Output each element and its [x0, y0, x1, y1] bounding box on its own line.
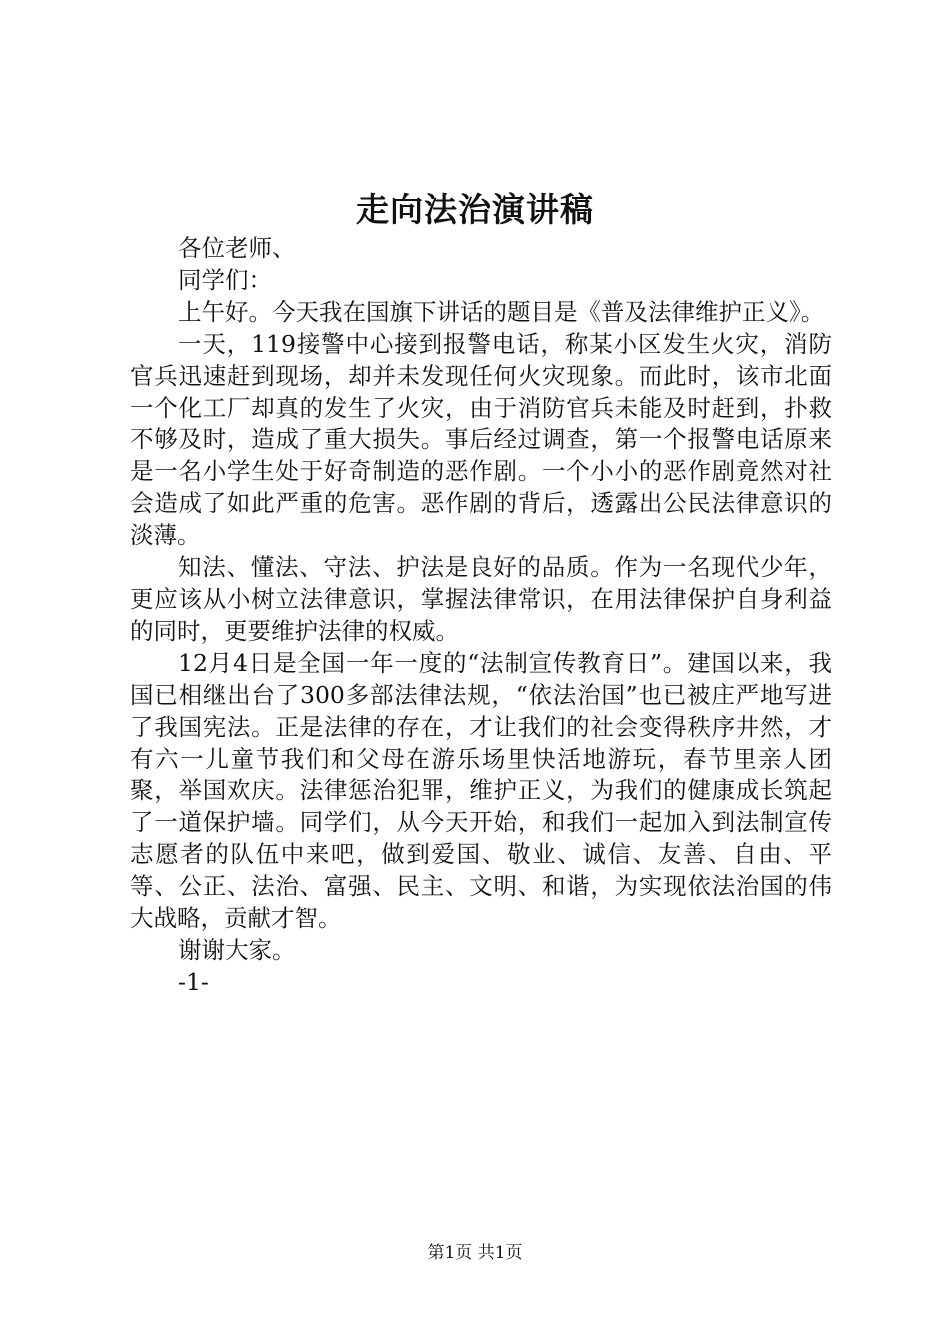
salutation-teachers: 各位老师、 [178, 234, 296, 262]
paragraph-values: 知法、懂法、守法、护法是良好的品质。作为一名现代少年，更应该从小树立法律意识，掌握法律常识，在用法律保护自身利益的同时，更要维护法律的权威。 [130, 553, 832, 645]
document-title: 走向法治演讲稿 [356, 190, 594, 229]
closing-thanks: 谢谢大家。 [178, 935, 296, 964]
paragraph-law-day: 12月4日是全国一年一度的“法制宣传教育日”。建国以来，我国已相继出台了300多部法律法规，“依法治国”也已被庄严地写进了我国宪法。正是法律的存在，才让我们的社会变得秩序井然，才有六一儿童节我们和父母在游乐场里快活地游玩，春节里亲人团聚，举国欢庆。法律惩治犯罪，维护正义，为我们的健康成长筑起了一道保护墙。同学们，从今天开始，和我们一起加入到法制宣传志愿者的队伍中来吧，做到爱国、敬业、诚信、友善、自由、平等、公正、法治、富强、民主、文明、和谐，为实现依法治国的伟大战略，贡献才智。 [130, 648, 832, 933]
paragraph-story: 一天，119接警中心接到报警电话，称某小区发生火灾，消防官兵迅速赶到现场，却并未发现任何火灾现象。而此时，该市北面一个化工厂却真的发生了火灾，由于消防官兵未能及时赶到，扑救不够及时，造成了重大损失。事后经过调查，第一个报警电话原来是一名小学生处于好奇制造的恶作剧。一个小小的恶作剧竟然对社会造成了如此严重的危害。恶作剧的背后，透露出公民法律意识的淡薄。 [130, 329, 832, 550]
document-body [130, 233, 832, 999]
paragraph-intro: 上午好。今天我在国旗下讲话的题目是《普及法律维护正义》。 [178, 297, 825, 326]
inline-page-number: -1- [178, 967, 209, 996]
salutation-students: 同学们： [178, 265, 272, 294]
page-footer: 第1页 共1页 [427, 1243, 523, 1263]
